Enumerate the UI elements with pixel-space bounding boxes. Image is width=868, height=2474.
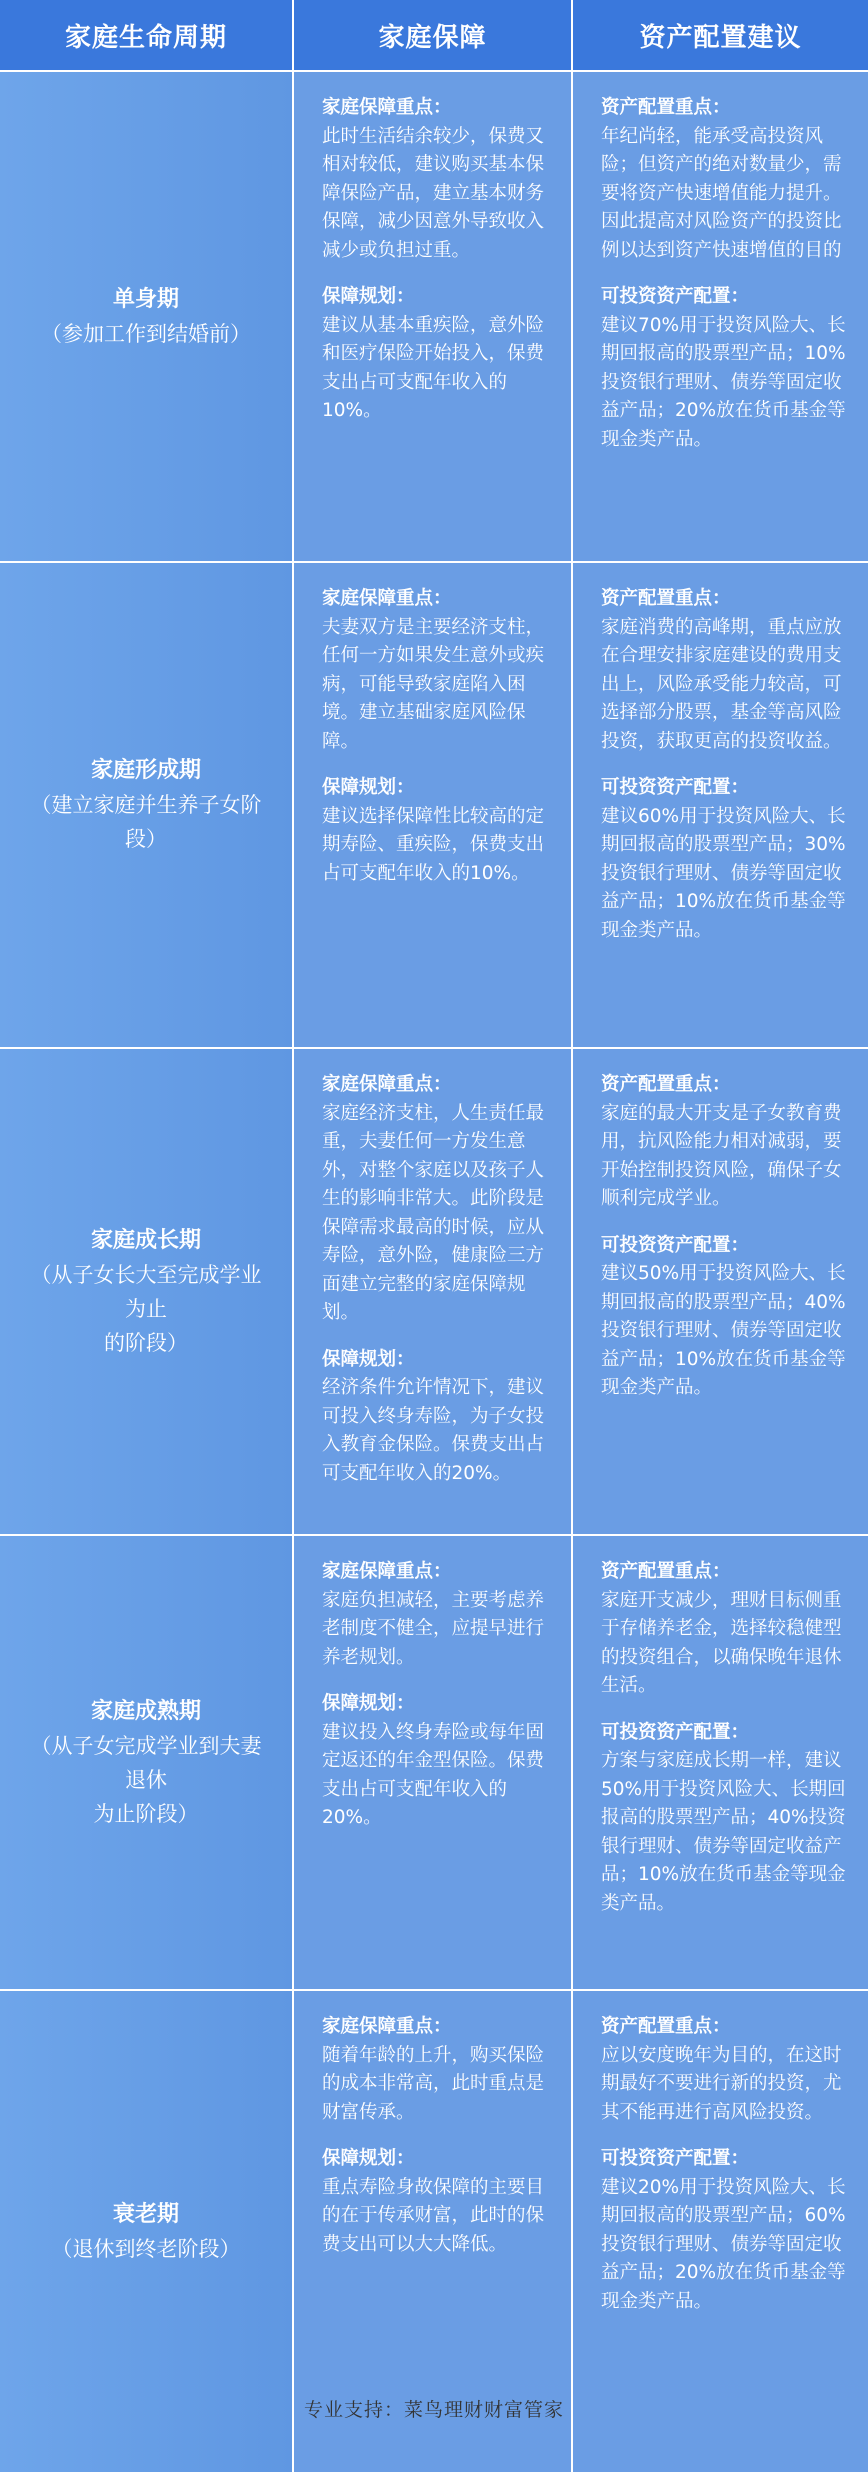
protection-focus-label: 家庭保障重点： (322, 1561, 452, 1582)
protection-plan-text: 建议投入终身寿险或每年固定返还的年金型保险。保费支出占可支配年收入的20%。 (322, 1721, 545, 1828)
stage-subtitle: （从子女完成学业到夫妻 退休 为止阶段） (30, 1733, 262, 1826)
asset-focus-label: 资产配置重点： (601, 2016, 731, 2037)
stage-cell (0, 1536, 294, 1991)
asset-focus-label: 资产配置重点： (601, 1074, 731, 1095)
stage-subtitle: （建立家庭并生养子女阶 段） (30, 793, 262, 851)
asset-focus-text: 家庭的最大开支是子女教育费用，抗风险能力相对减弱，要开始控制投资风险，确保子女顺利完成学业。 (601, 1102, 842, 1209)
protection-plan-text: 建议选择保障性比较高的定期寿险、重疾险，保费支出占可支配年收入的10%。 (322, 805, 545, 884)
asset-cell (573, 563, 868, 1049)
header-family-protection: 家庭保障 (294, 0, 573, 72)
protection-cell (294, 1536, 573, 1991)
footer-credit: 专业支持：菜鸟理财财富管家 (303, 2399, 564, 2421)
asset-plan-label: 可投资资产配置： (601, 286, 750, 307)
stage-cell (0, 1049, 294, 1536)
asset-plan-text: 建议60%用于投资风险大、长期回报高的股票型产品；30%投资银行理财、债券等固定收益产品；10%放在货币基金等现金类产品。 (601, 805, 846, 941)
asset-cell (573, 1536, 868, 1991)
protection-plan-label: 保障规划： (322, 1348, 415, 1370)
protection-focus-label: 家庭保障重点： (322, 2016, 452, 2037)
asset-plan-text: 建议50%用于投资风险大、长期回报高的股票型产品；40%投资银行理财、债券等固定收益产品；10%放在货币基金等现金类产品。 (601, 1263, 846, 1398)
protection-focus-text: 夫妻双方是主要经济支柱，任何一方如果发生意外或疾病，可能导致家庭陷入困境。建立基础家庭风险保障。 (322, 616, 545, 752)
stage-subtitle: （从子女长大至完成学业 为止 的阶段） (30, 1262, 262, 1355)
stage-subtitle: （退休到终老阶段） (51, 2236, 241, 2261)
protection-plan-label: 保障规划： (322, 286, 415, 307)
asset-focus-text: 家庭开支减少，理财目标侧重于存储养老金，选择较稳健型的投资组合，以确保晚年退休生活。 (601, 1589, 842, 1696)
asset-cell (573, 1049, 868, 1536)
protection-cell (294, 72, 573, 563)
stage-cell (0, 72, 294, 563)
stage-name: 家庭成长期 (90, 1227, 201, 1253)
protection-focus-text: 随着年龄的上升，购买保险的成本非常高，此时重点是财富传承。 (322, 2044, 545, 2123)
protection-cell (294, 1049, 573, 1536)
protection-plan-text: 重点寿险身故保障的主要目的在于传承财富，此时的保费支出可以大大降低。 (322, 2176, 545, 2255)
protection-focus-label: 家庭保障重点： (322, 97, 452, 118)
protection-plan-text: 建议从基本重疾险，意外险和医疗保险开始投入，保费支出占可支配年收入的10%。 (322, 314, 545, 421)
asset-plan-label: 可投资资产配置： (601, 1721, 750, 1743)
asset-focus-label: 资产配置重点： (601, 1561, 731, 1582)
asset-focus-label: 资产配置重点： (601, 97, 731, 118)
stage-name: 家庭形成期 (90, 758, 201, 783)
asset-cell (573, 72, 868, 563)
protection-focus-text: 家庭经济支柱，人生责任最重，夫妻任何一方发生意外，对整个家庭以及孩子人生的影响非常大。此阶段是保障需求最高的时候，应从寿险，意外险，健康险三方面建立完整的家庭保障规划。 (322, 1102, 545, 1323)
stage-name: 单身期 (112, 286, 179, 312)
protection-focus-text: 此时生活结余较少，保费又相对较低，建议购买基本保障保险产品，建立基本财务保障，减少因意外导致收入减少或负担过重。 (322, 125, 545, 261)
stage-name: 衰老期 (112, 2201, 179, 2227)
protection-plan-label: 保障规划： (322, 777, 415, 798)
asset-focus-text: 家庭消费的高峰期，重点应放在合理安排家庭建设的费用支出上，风险承受能力较高，可选择部分股票，基金等高风险投资，获取更高的投资收益。 (601, 616, 842, 752)
protection-cell (294, 563, 573, 1049)
header-asset-allocation: 资产配置建议 (573, 0, 868, 72)
protection-focus-text: 家庭负担减轻，主要考虑养老制度不健全，应提早进行养老规划。 (322, 1589, 545, 1668)
stage-name: 家庭成熟期 (90, 1698, 201, 1724)
asset-focus-label: 资产配置重点： (601, 588, 731, 609)
protection-focus-label: 家庭保障重点： (322, 1074, 452, 1095)
asset-focus-text: 应以安度晚年为目的，在这时期最好不要进行新的投资，尤其不能再进行高风险投资。 (601, 2044, 842, 2123)
protection-plan-text: 经济条件允许情况下，建议可投入终身寿险，为子女投入教育金保险。保费支出占可支配年收入的20%。 (322, 1377, 545, 1484)
protection-plan-label: 保障规划： (322, 2148, 415, 2169)
protection-focus-label: 家庭保障重点： (322, 588, 452, 609)
asset-plan-label: 可投资资产配置： (601, 777, 750, 798)
asset-plan-text: 建议70%用于投资风险大、长期回报高的股票型产品；10%投资银行理财、债券等固定收益产品；20%放在货币基金等现金类产品。 (601, 314, 846, 450)
stage-cell (0, 563, 294, 1049)
protection-plan-label: 保障规划： (322, 1693, 415, 1714)
asset-focus-text: 年纪尚轻，能承受高投资风险；但资产的绝对数量少，需要将资产快速增值能力提升。因此提高对风险资产的投资比例以达到资产快速增值的目的 (601, 125, 842, 261)
header-life-cycle: 家庭生命周期 (0, 0, 294, 72)
asset-plan-label: 可投资资产配置： (601, 1234, 750, 1256)
asset-plan-text: 建议20%用于投资风险大、长期回报高的股票型产品；60%投资银行理财、债券等固定收益产品；20%放在货币基金等现金类产品。 (601, 2176, 846, 2312)
stage-subtitle: （参加工作到结婚前） (41, 321, 251, 346)
asset-plan-text: 方案与家庭成长期一样，建议50%用于投资风险大、长期回报高的股票型产品；40%投资银行理财、债券等固定收益产品；10%放在货币基金等现金类产品。 (601, 1750, 846, 1914)
asset-plan-label: 可投资资产配置： (601, 2148, 750, 2169)
